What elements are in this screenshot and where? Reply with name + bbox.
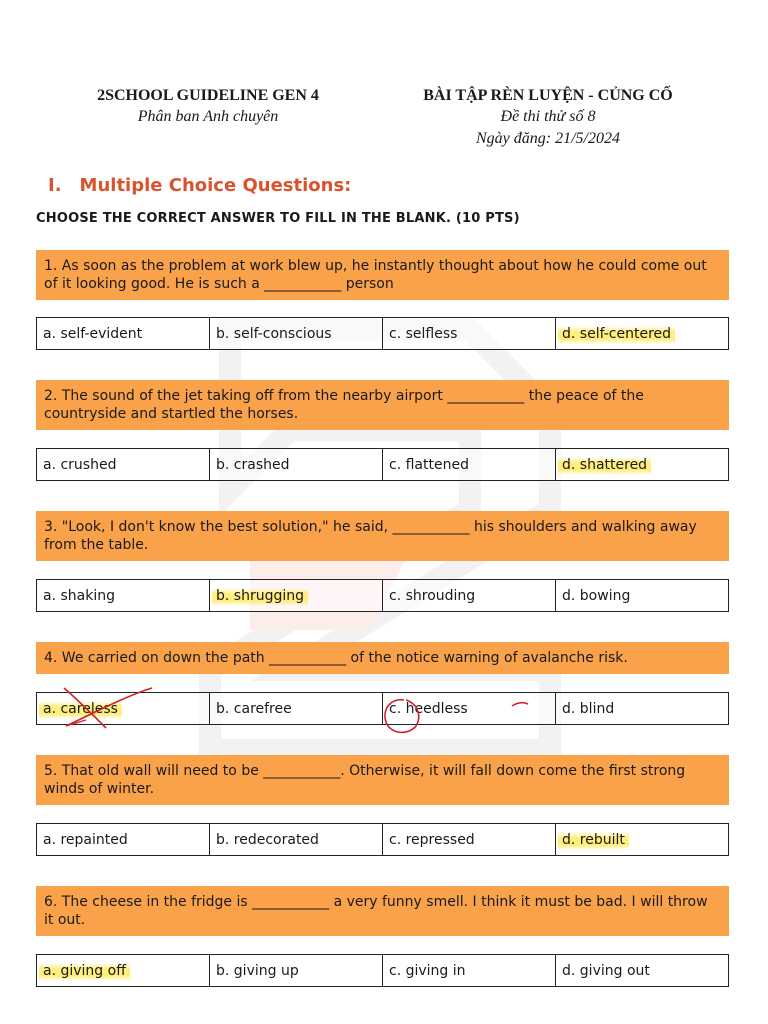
option-label: b. self-conscious <box>216 325 332 342</box>
option-4b[interactable] <box>210 693 383 724</box>
option-4d[interactable] <box>556 693 728 724</box>
question-5: 5. That old wall will need to be ___________. Otherwise, it will fall down come the first strong winds of winter. <box>36 755 729 805</box>
option-label: a. crushed <box>43 456 117 473</box>
option-label: d. blind <box>562 700 615 717</box>
header-right <box>398 86 698 150</box>
exercise-title: BÀI TẬP RÈN LUYỆN - CỦNG CỐ <box>423 87 673 104</box>
option-3d[interactable] <box>556 580 728 611</box>
option-3a[interactable] <box>37 580 210 611</box>
options-row-1 <box>36 317 729 350</box>
highlighted-answer: d. rebuilt <box>558 830 629 850</box>
question-3: 3. "Look, I don't know the best solution," he said, ___________ his shoulders and walking away from the table. <box>36 511 729 561</box>
highlighted-answer: a. careless <box>39 699 122 719</box>
option-1b[interactable] <box>210 318 383 349</box>
option-2c[interactable] <box>383 449 556 480</box>
header-left <box>68 86 348 128</box>
section-title <box>48 175 351 196</box>
options-row-3 <box>36 579 729 612</box>
option-label: a. self-evident <box>43 325 143 342</box>
option-2b[interactable] <box>210 449 383 480</box>
option-label: a. shaking <box>43 587 115 604</box>
option-label: b. redecorated <box>216 831 319 848</box>
option-6b[interactable] <box>210 955 383 986</box>
options-row-5 <box>36 823 729 856</box>
option-6d[interactable] <box>556 955 728 986</box>
option-label: d. giving out <box>562 962 650 979</box>
test-number: Đề thi thử số 8 <box>500 108 596 125</box>
option-label: c. flattened <box>389 456 469 473</box>
highlighted-answer: b. shrugging <box>212 586 308 606</box>
options-row-4 <box>36 692 729 725</box>
option-5a[interactable] <box>37 824 210 855</box>
option-2a[interactable] <box>37 449 210 480</box>
option-1c[interactable] <box>383 318 556 349</box>
option-4c[interactable] <box>383 693 556 724</box>
option-label: c. heedless <box>389 700 468 717</box>
option-label: b. crashed <box>216 456 290 473</box>
option-label: c. repressed <box>389 831 475 848</box>
option-6c[interactable] <box>383 955 556 986</box>
school-subtitle: Phân ban Anh chuyên <box>137 108 279 125</box>
option-3b[interactable] <box>210 580 383 611</box>
option-label: c. giving in <box>389 962 466 979</box>
option-label: c. shrouding <box>389 587 476 604</box>
instruction-text: CHOOSE THE CORRECT ANSWER TO FILL IN THE BLANK. (10 PTS) <box>36 211 520 226</box>
section-heading: Multiple Choice Questions: <box>79 175 352 196</box>
option-label: b. carefree <box>216 700 292 717</box>
option-1a[interactable] <box>37 318 210 349</box>
highlighted-answer: a. giving off <box>39 961 130 981</box>
options-row-6 <box>36 954 729 987</box>
question-6: 6. The cheese in the fridge is ___________ a very funny smell. I think it must be bad. I will throw it out. <box>36 886 729 936</box>
post-date: Ngày đăng: 21/5/2024 <box>476 130 620 147</box>
question-1: 1. As soon as the problem at work blew up, he instantly thought about how he could come out of it looking good. He is such a ___________ person <box>36 250 729 300</box>
question-2: 2. The sound of the jet taking off from the nearby airport ___________ the peace of the countryside and startled the horses. <box>36 380 729 430</box>
option-5d[interactable] <box>556 824 728 855</box>
option-1d[interactable] <box>556 318 728 349</box>
option-label: a. repainted <box>43 831 128 848</box>
option-label: d. bowing <box>562 587 631 604</box>
option-3c[interactable] <box>383 580 556 611</box>
option-2d[interactable] <box>556 449 728 480</box>
option-label: c. selfless <box>389 325 458 342</box>
highlighted-answer: d. self-centered <box>558 324 675 344</box>
option-4a[interactable] <box>37 693 210 724</box>
highlighted-answer: d. shattered <box>558 455 651 475</box>
school-title: 2SCHOOL GUIDELINE GEN 4 <box>97 87 319 104</box>
option-5b[interactable] <box>210 824 383 855</box>
option-label: b. giving up <box>216 962 299 979</box>
options-row-2 <box>36 448 729 481</box>
question-4: 4. We carried on down the path ___________ of the notice warning of avalanche risk. <box>36 642 729 674</box>
option-5c[interactable] <box>383 824 556 855</box>
section-number: I. <box>48 175 62 196</box>
option-6a[interactable] <box>37 955 210 986</box>
